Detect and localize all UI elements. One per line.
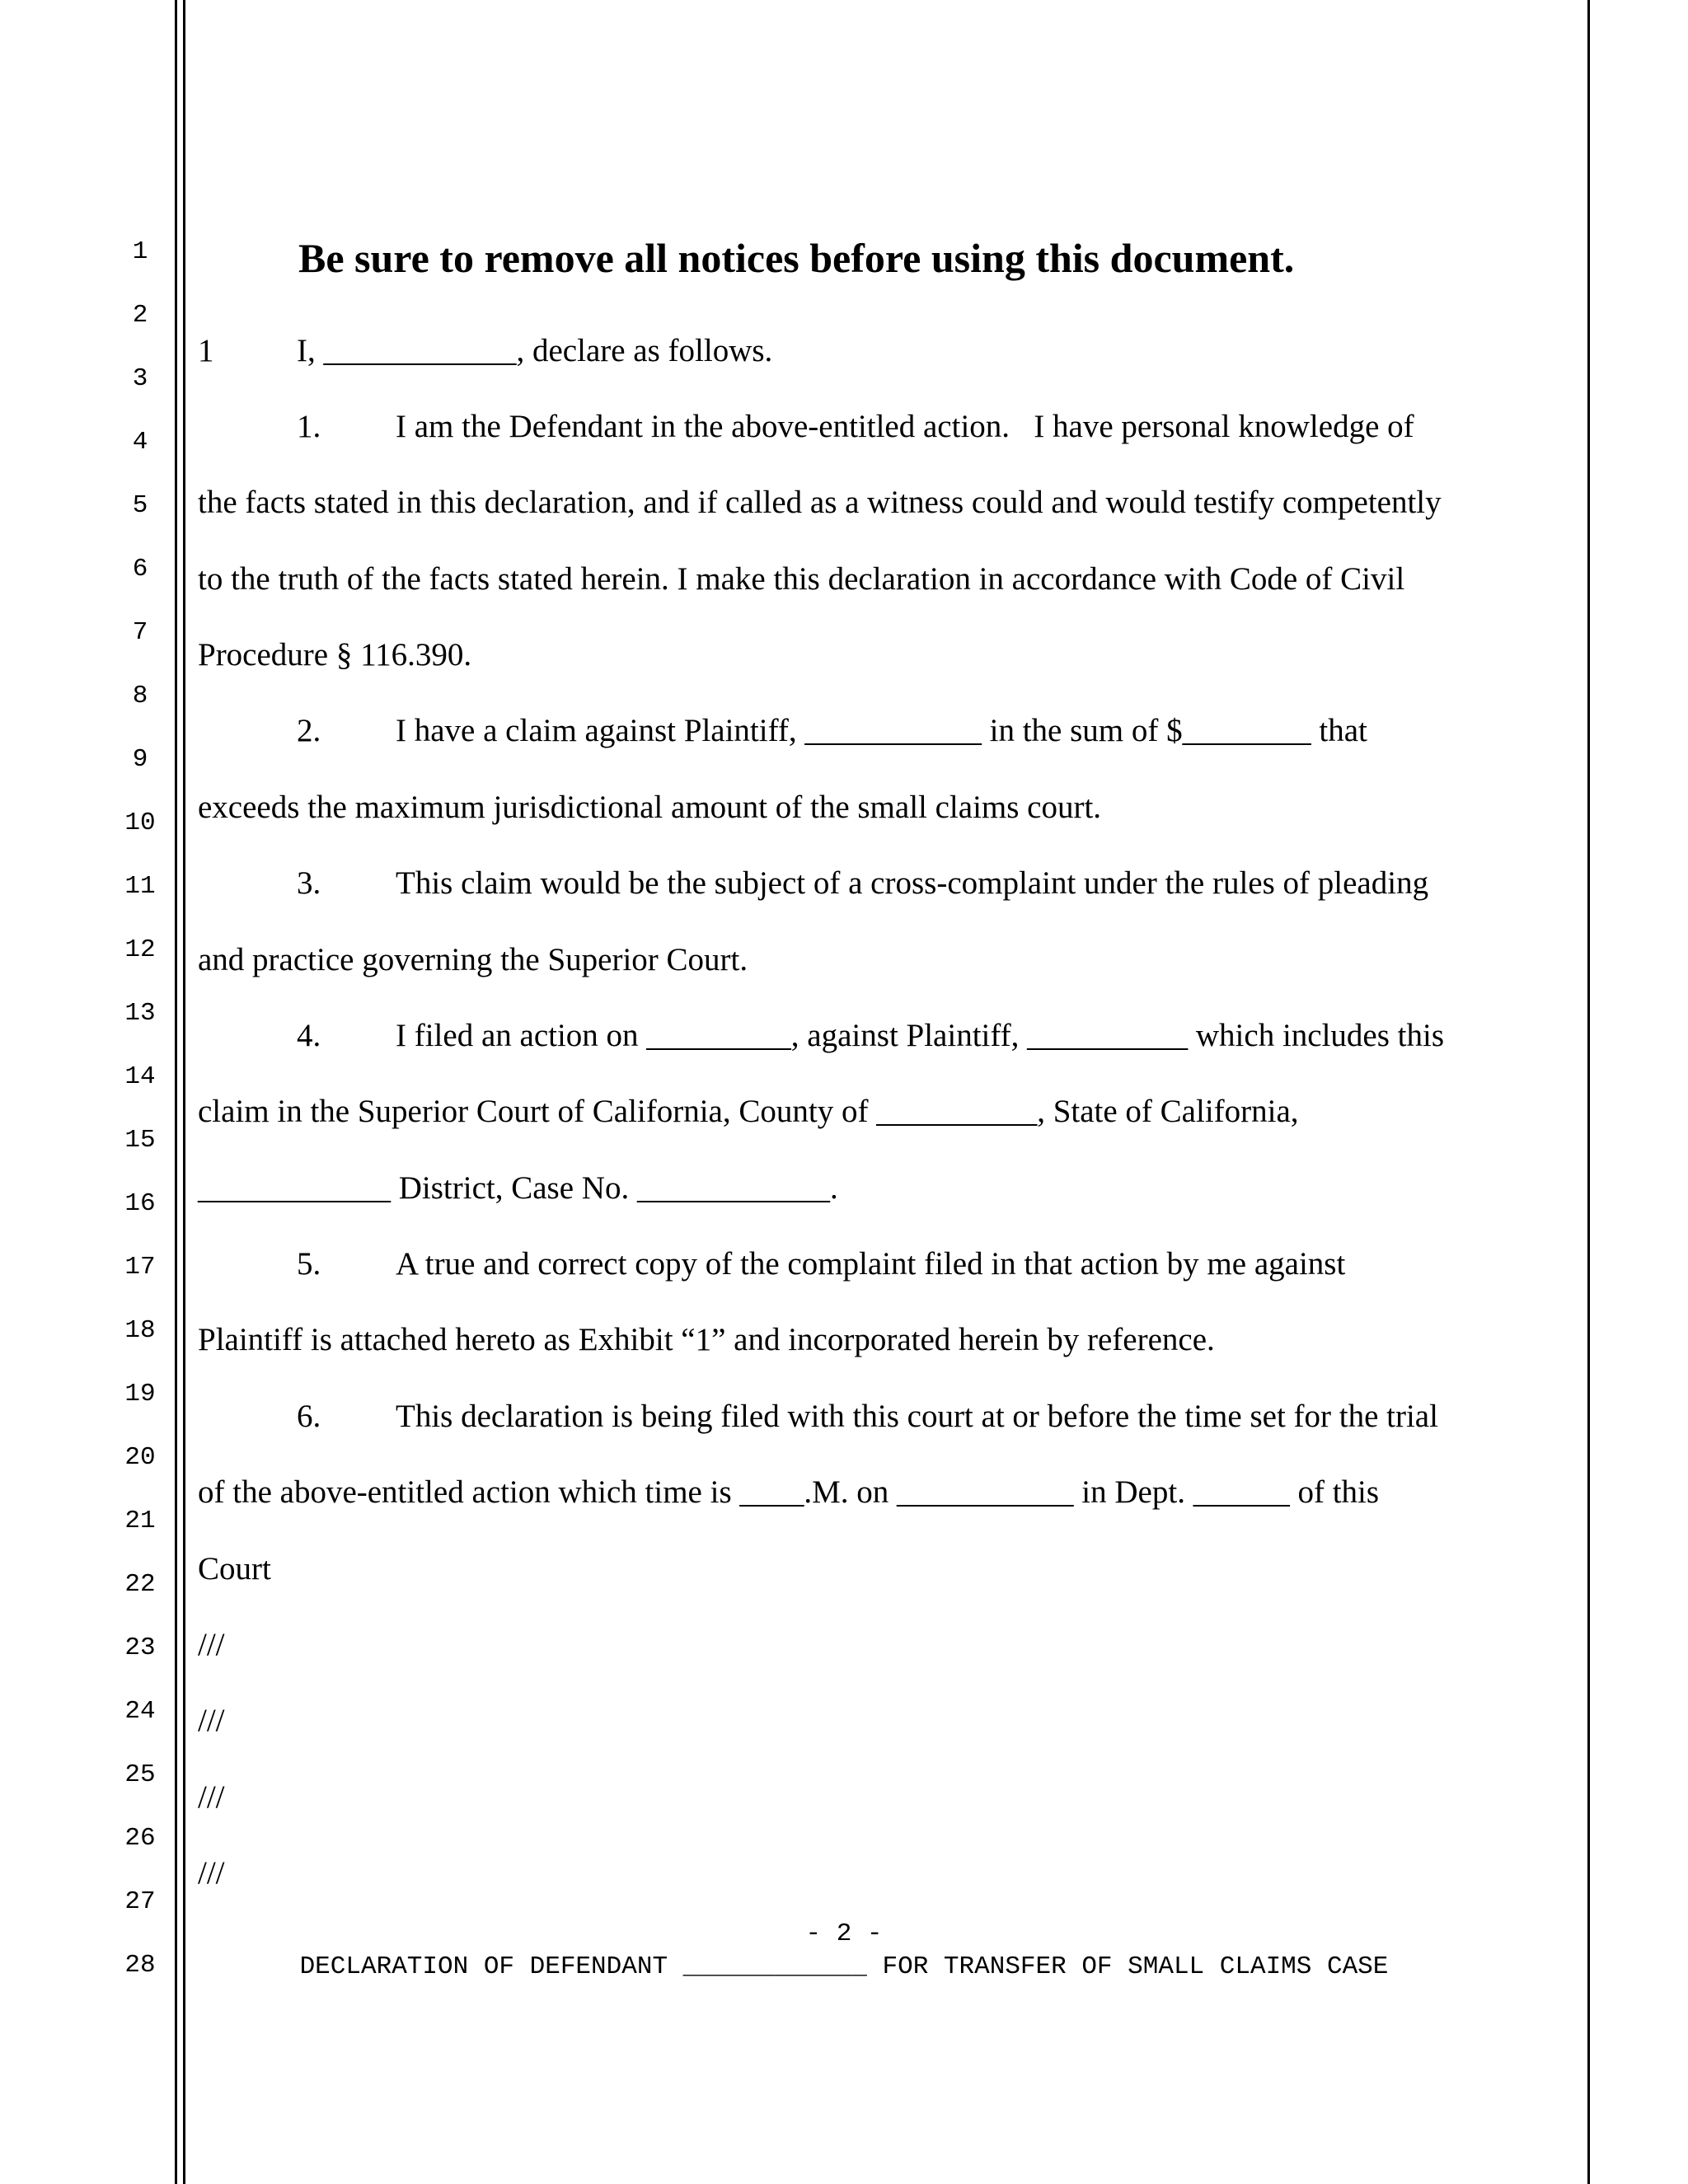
paragraph-6-line: of the above-entitled action which time is ____.M. on ___________ in Dept. ______ of this [198, 1474, 1380, 1510]
paragraph-number: 6. [297, 1399, 321, 1434]
continuation-mark: /// [198, 1703, 225, 1738]
paragraph-number: 4. [297, 1018, 321, 1053]
paragraph-6-line: Court [198, 1551, 271, 1586]
line-number: 17 [124, 1253, 156, 1282]
line-number: 21 [124, 1507, 156, 1535]
line-number: 22 [124, 1570, 156, 1599]
line-number: 19 [124, 1380, 156, 1408]
paragraph-number: 2. [297, 713, 321, 748]
line-number: 11 [124, 872, 156, 901]
paragraph-number: 3. [297, 865, 321, 901]
paragraph-1-line: Procedure § 116.390. [198, 637, 472, 673]
paragraph-5-line: Plaintiff is attached hereto as Exhibit “1” and incorporated herein by reference. [198, 1322, 1215, 1357]
line-number: 3 [132, 364, 148, 393]
paragraph-3-first-line [198, 863, 1428, 904]
paragraph-2-line: exceeds the maximum jurisdictional amount of the small claims court. [198, 790, 1102, 825]
paragraph-text: I filed an action on _________, against Plaintiff, __________ which includes this [396, 1018, 1445, 1053]
paragraph-1-line: to the truth of the facts stated herein. I make this declaration in accordance with Code of Civil [198, 561, 1405, 597]
intro-text: I, ____________, declare as follows. [297, 333, 773, 368]
left-margin-rule-inner [183, 0, 185, 2184]
paragraph-4-first-line [198, 1015, 1444, 1057]
continuation-mark: /// [198, 1779, 225, 1815]
line-number: 24 [124, 1697, 156, 1726]
paragraph-6-first-line [198, 1396, 1438, 1437]
line-number: 13 [124, 999, 156, 1028]
paragraph-text: I am the Defendant in the above-entitled action. I have personal knowledge of [396, 409, 1414, 444]
paragraph-text: A true and correct copy of the complaint filed in that action by me against [396, 1246, 1346, 1282]
line-number: 7 [132, 618, 148, 647]
paragraph-2-first-line [198, 710, 1367, 752]
paragraph-text: This declaration is being filed with this court at or before the time set for the trial [396, 1399, 1438, 1434]
line-number: 20 [124, 1443, 156, 1472]
line-number: 14 [124, 1062, 156, 1091]
continuation-mark: /// [198, 1855, 225, 1891]
paragraph-1-line: the facts stated in this declaration, and if called as a witness could and would testify competently [198, 485, 1442, 520]
paragraph-number: 5. [297, 1246, 321, 1282]
left-margin-rule-outer [175, 0, 177, 2184]
line-number: 25 [124, 1760, 156, 1789]
paragraph-text: I have a claim against Plaintiff, ___________ in the sum of $________ that [396, 713, 1367, 748]
line-number: 5 [132, 491, 148, 520]
intro-marker: 1 [198, 333, 214, 368]
paragraph-4-line: ____________ District, Case No. ____________. [198, 1170, 838, 1206]
paragraph-1-first-line [198, 406, 1414, 448]
line-number: 8 [132, 682, 148, 710]
line-number: 28 [124, 1951, 156, 1980]
intro-line [198, 330, 772, 372]
line-number: 16 [124, 1189, 156, 1218]
right-margin-rule [1587, 0, 1590, 2184]
line-number: 26 [124, 1824, 156, 1853]
line-number: 27 [124, 1887, 156, 1916]
line-number: 9 [132, 745, 148, 774]
line-number: 23 [124, 1633, 156, 1662]
line-number: 1 [132, 237, 148, 266]
paragraph-5-first-line [198, 1244, 1345, 1285]
line-number: 12 [124, 935, 156, 964]
paragraph-text: This claim would be the subject of a cross-complaint under the rules of pleading [396, 865, 1429, 901]
paragraph-4-line: claim in the Superior Court of California, County of __________, State of California, [198, 1094, 1299, 1129]
continuation-mark: /// [198, 1627, 225, 1662]
page-number: - 2 - [805, 1919, 883, 1948]
line-number: 10 [124, 808, 156, 837]
footer-caption: DECLARATION OF DEFENDANT ____________ FOR TRANSFER OF SMALL CLAIMS CASE [299, 1952, 1389, 1981]
line-number: 6 [132, 555, 148, 583]
notice-heading: Be sure to remove all notices before using this document. [298, 235, 1295, 281]
line-number: 15 [124, 1126, 156, 1155]
line-number: 4 [132, 428, 148, 457]
line-number: 2 [132, 301, 148, 330]
line-number: 18 [124, 1316, 156, 1345]
paragraph-number: 1. [297, 409, 321, 444]
paragraph-3-line: and practice governing the Superior Court. [198, 942, 748, 977]
